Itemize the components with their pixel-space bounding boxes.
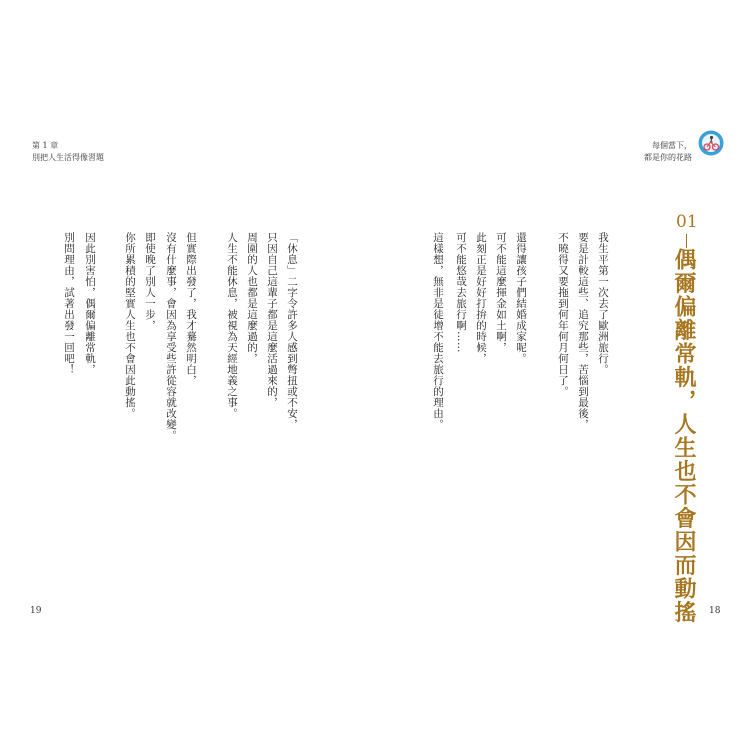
chapter-running-head (32, 140, 104, 164)
book-title-line2: 都是你的花路 (644, 153, 692, 162)
text-column: 周圍的人也都是這麼過的， (246, 232, 258, 364)
text-column: 要是計較這些、追究那些，苦惱到最後， (577, 232, 589, 430)
book-title-line1: 每個當下， (652, 141, 692, 150)
text-column: 人生不能休息，被視為天經地義之事。 (226, 232, 238, 419)
page-number-right: 18 (709, 606, 721, 616)
page-number-left: 19 (30, 606, 42, 616)
section-number: 01 (676, 212, 698, 232)
text-column: 沒有什麼事，會因為享受些許從容就改變。 (165, 232, 177, 441)
text-column: 因此別害怕，偶爾偏離常軌， (84, 232, 96, 375)
text-column: 別問理由，試著出發一回吧！ (63, 232, 75, 375)
text-column: 「休息」二字令許多人感到彆扭或不安， (286, 232, 298, 430)
text-column: 可不能悠哉去旅行啊…… (455, 232, 467, 353)
text-column: 可不能這麼揮金如土啊， (495, 232, 507, 353)
text-column: 我生平第一次去了歐洲旅行。 (597, 232, 609, 375)
text-column: 即使晚了別人一步， (144, 232, 156, 331)
text-column: 但實際出發了，我才驀然明白， (185, 232, 197, 386)
chapter-subtitle: 別把人生活得像習題 (32, 153, 104, 162)
book-running-head (644, 140, 692, 164)
cyclist-badge-icon (698, 130, 724, 156)
section-rule (686, 234, 687, 248)
text-column: 不曉得又要拖到何年何月何日了。 (557, 232, 569, 397)
chapter-label: 第 1 章 (32, 141, 59, 150)
text-column: 只因自己這輩子都是這麼活過來的， (266, 232, 278, 408)
text-column: 你所累積的堅實人生也不會因此動搖。 (124, 232, 136, 419)
text-column: 此刻正是好好打拚的時候， (475, 232, 487, 364)
section-title: 偶爾偏離常軌，人生也不會因而動搖 (671, 248, 697, 624)
text-column: 這樣想，無非是徒增不能去旅行的理由。 (432, 232, 444, 430)
text-column: 還得讓孩子們結婚成家呢。 (515, 232, 527, 364)
